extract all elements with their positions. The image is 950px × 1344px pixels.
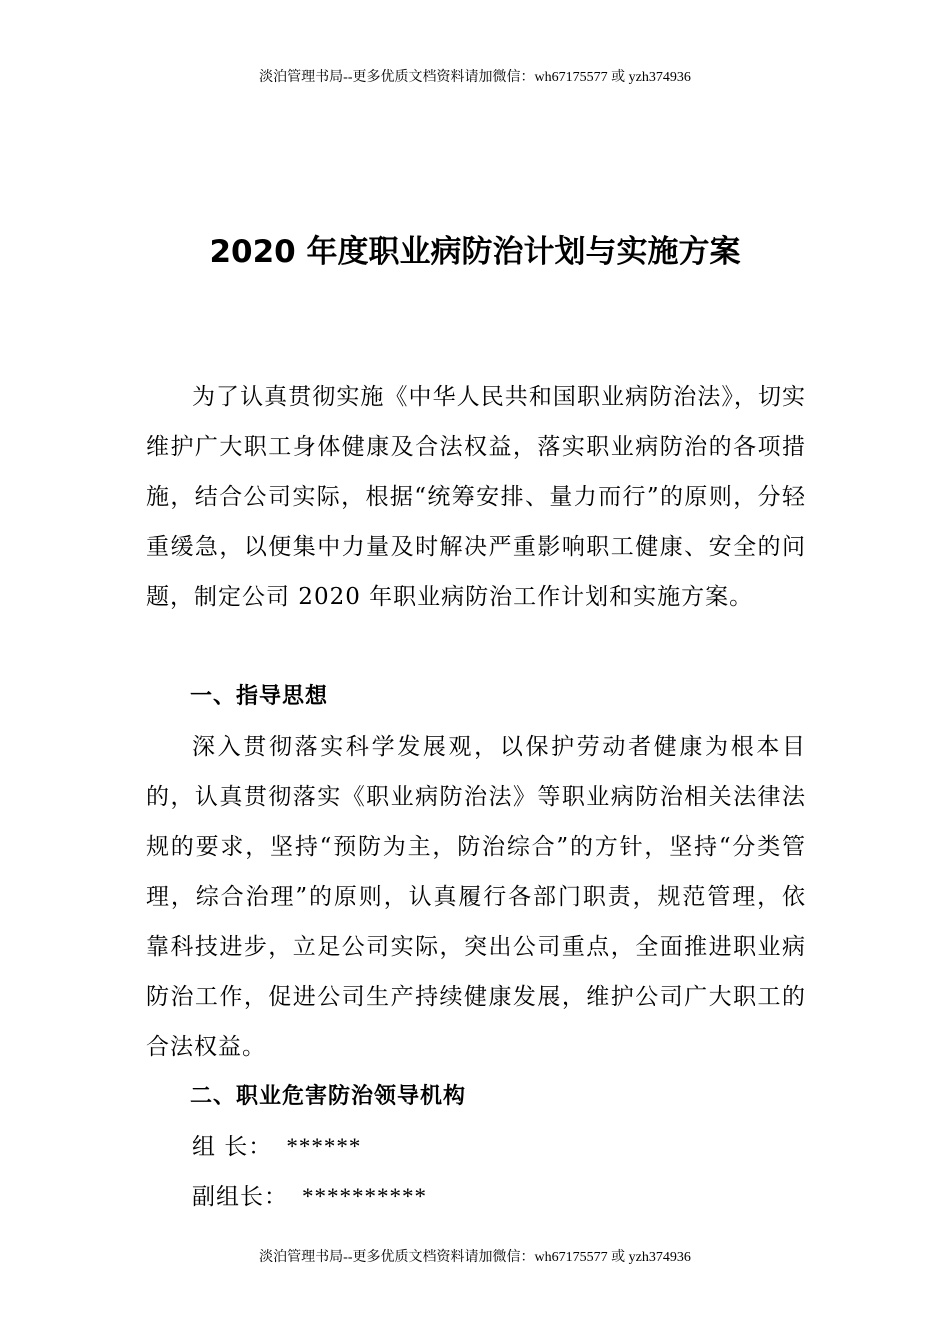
member-role: 组 长：: [192, 1134, 273, 1160]
member-name: ******: [286, 1134, 362, 1159]
member-row: [146, 1122, 806, 1172]
section-heading: 二、职业危害防治领导机构: [190, 1084, 467, 1109]
page-header: 淡泊管理书局--更多优质文档资料请加微信：wh67175577 或 yzh374936: [259, 70, 691, 85]
member-role: 副组长：: [192, 1184, 288, 1210]
member-row: [146, 1172, 806, 1222]
page-footer: 淡泊管理书局--更多优质文档资料请加微信：wh67175577 或 yzh374936: [259, 1250, 691, 1265]
section-leadership: [146, 1072, 806, 1222]
section-guiding-ideology: [146, 672, 806, 1072]
section-heading: 一、指导思想: [190, 684, 329, 709]
intro-paragraph: 为了认真贯彻实施《中华人民共和国职业病防治法》，切实维护广大职工身体健康及合法权益，落实职业病防治的各项措施，结合公司实际，根据“统筹安排、量力而行”的原则，分轻重缓急，以便集中力量及时解决严重影响职工健康、安全的问题，制定公司 2020 年职业病防治工作计划和实施方案。: [146, 384, 806, 610]
member-name: **********: [302, 1184, 427, 1209]
intro-block: [146, 372, 806, 622]
section-paragraph: 深入贯彻落实科学发展观，以保护劳动者健康为根本目的，认真贯彻落实《职业病防治法》等职业病防治相关法律法规的要求，坚持“预防为主，防治综合”的方针，坚持“分类管理，综合治理”的原则，认真履行各部门职责，规范管理，依靠科技进步，立足公司实际，突出公司重点，全面推进职业病防治工作，促进公司生产持续健康发展，维护公司广大职工的合法权益。: [146, 734, 806, 1060]
document-title: 2020 年度职业病防治计划与实施方案: [209, 234, 741, 270]
